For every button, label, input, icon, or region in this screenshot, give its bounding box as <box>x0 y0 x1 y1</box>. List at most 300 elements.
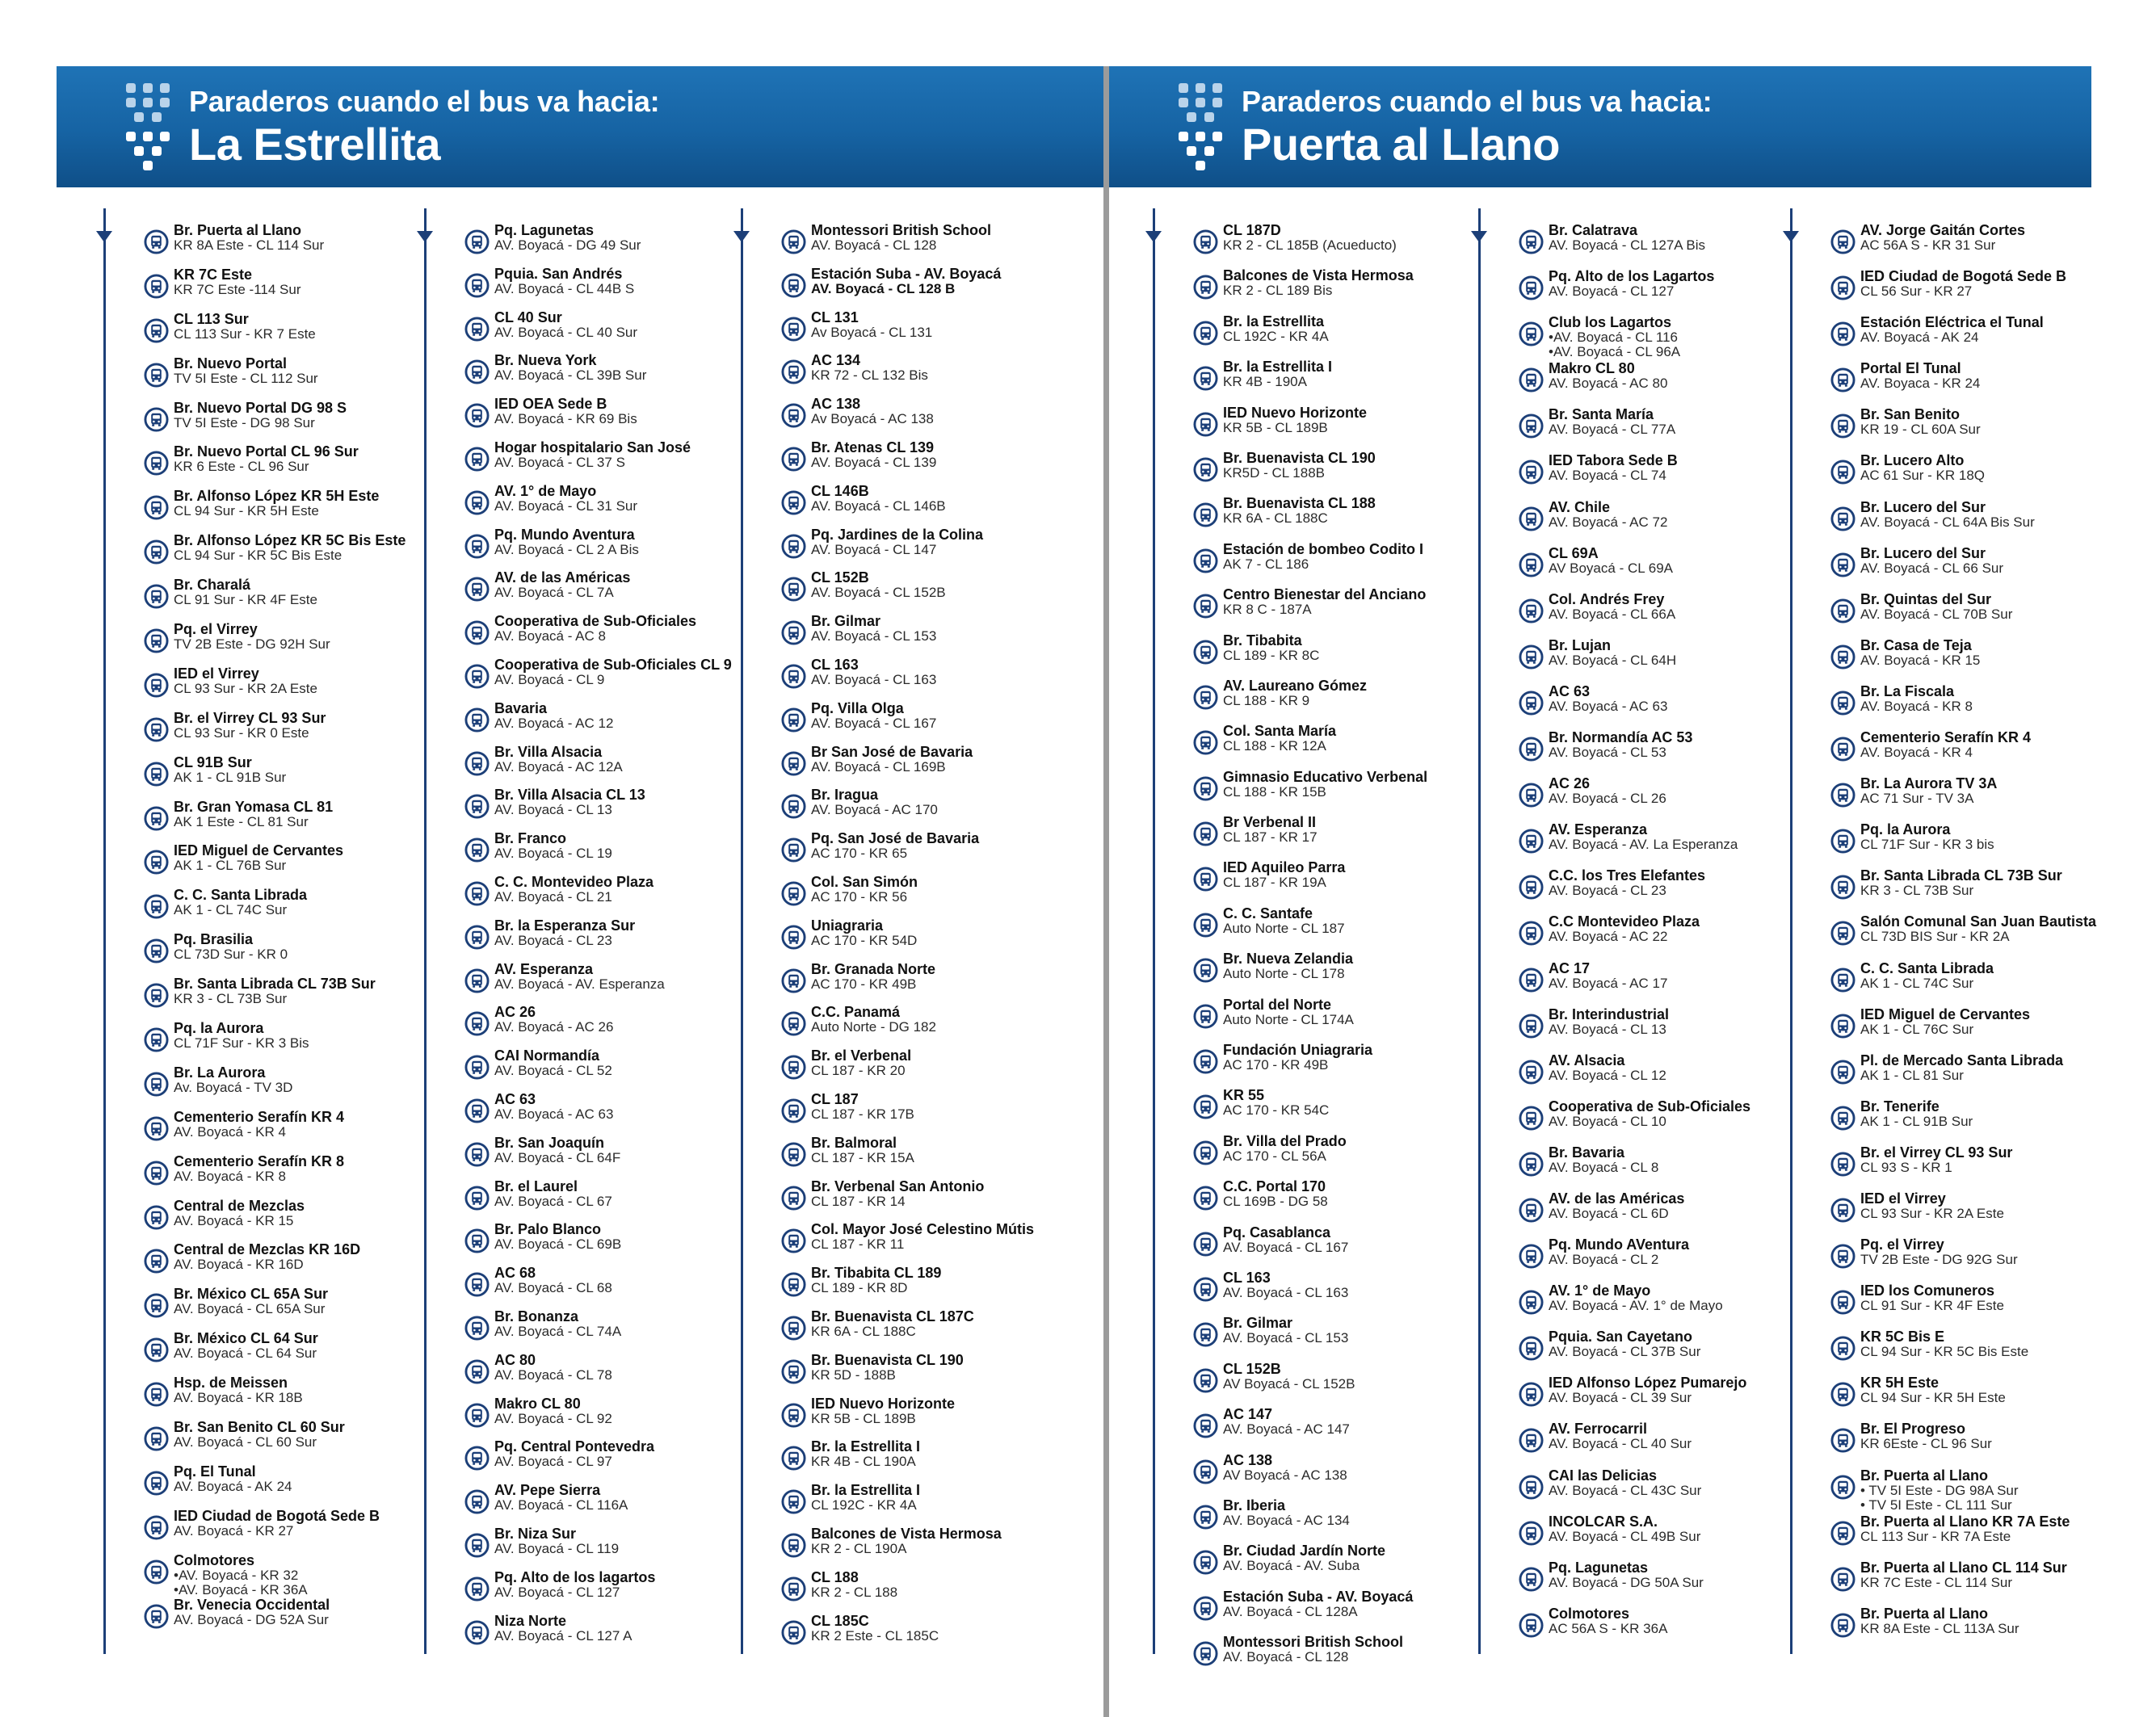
stop-address: KR 3 - CL 73B Sur <box>174 991 288 1007</box>
bus-stop-icon <box>1519 1152 1544 1177</box>
bus-stop-icon <box>144 1249 169 1274</box>
stop-address: AV. Boyacá - CL 66 Sur <box>1860 560 2004 576</box>
stop-address: KR 4B - 190A <box>1223 374 1307 390</box>
stop-address: AK 1 Este - CL 81 Sur <box>174 813 309 829</box>
stop-address: Auto Norte - CL 187 <box>1223 920 1345 936</box>
stop-name: AV. Esperanza <box>1549 821 1648 838</box>
stop-name: IED Nuevo Horizonte <box>811 1395 956 1412</box>
stop-name: AC 26 <box>1549 775 1591 792</box>
stop-item <box>1519 1145 1834 1191</box>
stop-name: Central de Mezclas KR 16D <box>174 1241 361 1258</box>
direction-arrow-icon <box>733 231 750 242</box>
bus-stop-icon <box>1519 1336 1544 1361</box>
stop-address: AV. Boyacá - CL 70B Sur <box>1860 606 2013 622</box>
stop-address: AV. Boyacá - CL 97 <box>494 1454 612 1470</box>
bus-stop-icon <box>1830 506 1856 531</box>
stop-item <box>464 745 780 788</box>
stop-name: Br. Verbenal San Antonio <box>811 1178 985 1194</box>
stop-name: Pq. la Aurora <box>1860 821 1951 838</box>
stop-item <box>1519 1237 1834 1283</box>
bus-stop-icon <box>1830 1014 1856 1039</box>
stop-name: AC 63 <box>1549 682 1591 699</box>
bus-stop-icon <box>464 1228 490 1253</box>
stop-address: AV. Boyacá - CL 21 <box>494 888 612 905</box>
bus-stop-icon <box>144 762 169 787</box>
stop-address: KR 5B - CL 189B <box>1223 419 1328 435</box>
stop-name: Hogar hospitalario San José <box>494 439 691 455</box>
stop-name: Br. Lucero del Sur <box>1860 498 1986 515</box>
bus-stop-icon <box>144 1604 169 1629</box>
stop-name: Br. Granada Norte <box>811 960 936 977</box>
stop-address: AV. Boyacá - AC 147 <box>1223 1421 1350 1438</box>
stop-address: AC 170 - KR 49B <box>1223 1057 1329 1073</box>
bus-stop-icon <box>1193 1413 1218 1438</box>
stop-item <box>1830 269 2145 315</box>
bus-stop-icon <box>144 673 169 698</box>
bus-stop-icon <box>1830 460 1856 485</box>
stop-address: AV. Boyacá - CL 128A <box>1223 1603 1358 1619</box>
stop-address: •AV. Boyacá - CL 116 <box>1549 330 1678 346</box>
stop-item <box>1193 860 1508 905</box>
stop-name: Br. Iragua <box>811 787 879 804</box>
bus-stop-icon <box>1519 875 1544 900</box>
bus-stop-icon <box>464 1576 490 1602</box>
stop-item <box>781 440 1096 484</box>
stop-item <box>1519 776 1834 822</box>
bus-stop-icon <box>781 490 806 515</box>
stop-item <box>1193 678 1508 724</box>
bus-stop-icon <box>144 1027 169 1052</box>
stop-name: Balcones de Vista Hermosa <box>811 1525 1002 1542</box>
stop-address: CL 188 - KR 12A <box>1223 738 1326 754</box>
bus-stop-icon <box>1193 366 1218 391</box>
stop-name: Montessori British School <box>811 222 992 238</box>
bus-stop-icon <box>144 1205 169 1230</box>
stop-name: Br. Bavaria <box>1549 1144 1625 1161</box>
stop-name: IED Ciudad de Bogotá Sede B <box>1860 268 2067 285</box>
bus-stop-icon <box>781 403 806 428</box>
stop-name: Pq. Central Pontevedra <box>494 1438 655 1455</box>
bus-stop-icon <box>1193 275 1218 300</box>
stop-item <box>144 267 459 312</box>
stop-name: CAI Normandía <box>494 1047 600 1064</box>
stop-address: KR 2 - CL 188 <box>811 1584 898 1600</box>
stop-address: AV. Boyacá - CL 37B Sur <box>1549 1344 1701 1360</box>
stop-name: Niza Norte <box>494 1612 567 1629</box>
bus-stop-icon <box>1193 1004 1218 1029</box>
stop-item <box>781 397 1096 440</box>
stop-item <box>781 1179 1096 1223</box>
stop-address: KR 2 Este - CL 185C <box>811 1627 939 1644</box>
stop-address: AV. Boyacá - CL 43C Sur <box>1549 1482 1702 1498</box>
stop-name: IED Ciudad de Bogotá Sede B <box>174 1507 380 1524</box>
stop-item <box>144 533 459 577</box>
stop-name: Bavaria <box>494 699 548 716</box>
stop-address: CL 56 Sur - KR 27 <box>1860 283 1973 300</box>
stop-item <box>144 666 459 711</box>
stop-name: Br. Buenavista CL 187C <box>811 1308 974 1324</box>
stop-address: AV. Boyacá - AV. 1° de Mayo <box>1549 1298 1723 1314</box>
bus-stop-icon <box>1519 921 1544 946</box>
stop-name: Br. San Joaquín <box>494 1134 605 1151</box>
bus-stop-icon <box>1830 229 1856 254</box>
bus-stop-icon <box>1193 1550 1218 1575</box>
stop-item <box>464 701 780 745</box>
stop-name: C. C. Santafe <box>1223 905 1313 921</box>
stop-name: KR 5C Bis E <box>1860 1329 1945 1345</box>
bus-stop-icon <box>1519 1290 1544 1315</box>
stop-name: AV. Chile <box>1549 498 1611 515</box>
stop-item <box>464 962 780 1005</box>
stop-address: AV. Boyacá - AC 134 <box>1223 1512 1350 1528</box>
stop-item <box>1830 546 2145 592</box>
stop-name: Br. Nuevo Portal DG 98 S <box>174 399 347 416</box>
bus-stop-icon <box>144 938 169 963</box>
stop-address: AK 1 - CL 91B Sur <box>1860 1113 1973 1129</box>
bus-stop-icon <box>464 1011 490 1036</box>
stop-name: Estación Suba - AV. Boyacá <box>1223 1588 1414 1605</box>
bus-stop-icon <box>781 577 806 602</box>
stop-address: AV. Boyacá - CL 128 <box>1223 1649 1349 1665</box>
bus-stop-icon <box>1519 1475 1544 1500</box>
route-line <box>1478 208 1481 1654</box>
stop-name: Br. México CL 65A Sur <box>174 1286 329 1303</box>
stop-item <box>464 310 780 354</box>
bus-stop-icon <box>144 1560 169 1585</box>
transmilenio-logo-icon <box>124 82 171 172</box>
stop-item <box>464 353 780 397</box>
direction-arrow-icon <box>1783 231 1799 242</box>
stop-name: Br. Alfonso López KR 5H Este <box>174 488 380 505</box>
bus-stop-icon <box>1193 685 1218 710</box>
stop-item <box>781 1005 1096 1048</box>
stop-name: AC 138 <box>1223 1451 1273 1468</box>
stop-item <box>1193 1635 1508 1680</box>
stop-name: CL 185C <box>811 1612 869 1629</box>
stop-name: Br. Lucero del Sur <box>1860 544 1986 561</box>
stop-name: AV. de las Américas <box>494 569 631 586</box>
stop-address: • TV 5I Este - CL 111 Sur <box>1860 1497 2012 1513</box>
bus-stop-icon <box>1519 1567 1544 1592</box>
stop-item <box>144 223 459 267</box>
stop-name: Br. Lucero Alto <box>1860 452 1965 469</box>
bus-stop-icon <box>464 359 490 384</box>
stop-item <box>1830 1606 2145 1652</box>
stop-name: Cooperativa de Sub-Oficiales CL 9 <box>494 656 732 673</box>
stop-address: TV 5I Este - DG 98 Sur <box>174 414 315 430</box>
stop-name: Br. Interindustrial <box>1549 1005 1670 1022</box>
stop-name: Makro CL 80 <box>1549 360 1635 377</box>
bus-stop-icon <box>144 1426 169 1451</box>
bus-stop-icon <box>1830 414 1856 439</box>
stop-item <box>464 1092 780 1136</box>
stop-name: CL 131 <box>811 309 859 325</box>
stop-name: Pq. Casablanca <box>1223 1224 1331 1241</box>
stop-address: AV. Boyacá - CL 60 Sur <box>174 1434 317 1450</box>
bus-stop-icon <box>1830 1613 1856 1638</box>
stop-name: KR 5H Este <box>1860 1375 1940 1392</box>
stop-item <box>781 1483 1096 1526</box>
route-line <box>1153 208 1155 1654</box>
stop-item <box>464 1136 780 1179</box>
stop-address: AV. Boyacá - CL 19 <box>494 846 612 862</box>
stop-address: CL 71F Sur - KR 3 bis <box>1860 837 1994 853</box>
stop-item <box>781 570 1096 614</box>
stop-item <box>781 657 1096 701</box>
header-banner-la-estrellita <box>57 66 1103 187</box>
bus-stop-icon <box>1193 1140 1218 1165</box>
stop-name: Br. Tibabita <box>1223 632 1302 649</box>
stop-item <box>1830 453 2145 499</box>
stop-item <box>1193 633 1508 678</box>
bus-stop-icon <box>144 584 169 609</box>
stop-item <box>1519 1329 1834 1375</box>
stop-item <box>144 755 459 800</box>
stop-address: AV Boyacá - CL 152B <box>1223 1375 1355 1392</box>
route-line <box>424 208 427 1654</box>
stop-item <box>144 800 459 844</box>
stop-item <box>1193 1225 1508 1270</box>
stop-name: Br. la Estrellita <box>1223 313 1325 330</box>
stop-address: AV. Boyacá - CL 2 A Bis <box>494 541 639 557</box>
stop-name: Cementerio Serafín KR 4 <box>1860 729 2032 746</box>
bus-stop-icon <box>781 794 806 819</box>
bus-stop-icon <box>1830 1290 1856 1315</box>
stop-item <box>1519 592 1834 638</box>
bus-stop-icon <box>1193 913 1218 938</box>
bus-stop-icon <box>781 1055 806 1080</box>
stop-item <box>781 875 1096 918</box>
stop-name: Cooperativa de Sub-Oficiales <box>494 613 697 630</box>
stop-name: Br. Nuevo Portal <box>174 355 288 372</box>
bus-stop-icon <box>1830 1336 1856 1361</box>
stop-address: KR 2 - CL 185B (Acueducto) <box>1223 237 1397 253</box>
bus-stop-icon <box>144 1293 169 1318</box>
bus-stop-icon <box>781 707 806 733</box>
stop-address: AV. Boyacá - CL 77A <box>1549 422 1676 438</box>
stop-address: AV. Boyacá - CL 127 <box>1549 283 1675 300</box>
bus-stop-icon <box>1830 1152 1856 1177</box>
stop-address: KR 8A Este - CL 113A Sur <box>1860 1620 2019 1636</box>
stop-address: AC 170 - KR 54C <box>1223 1102 1330 1119</box>
stop-item <box>144 1464 459 1509</box>
stop-item <box>781 1526 1096 1570</box>
bus-stop-icon <box>144 717 169 742</box>
stop-name: CL 187 <box>811 1090 859 1107</box>
stop-address: CL 113 Sur - KR 7 Este <box>174 325 316 342</box>
stop-item <box>464 440 780 484</box>
stop-name: Estación Eléctrica el Tunal <box>1860 314 2044 331</box>
bus-stop-icon <box>781 1533 806 1558</box>
stop-name: Fundación Uniagraria <box>1223 1042 1373 1059</box>
stop-address: AV. Boyacá - CL 53 <box>1549 745 1666 761</box>
bus-stop-icon <box>144 806 169 831</box>
stop-address: AC 170 - CL 56A <box>1223 1148 1326 1164</box>
bus-stop-icon <box>144 229 169 254</box>
bus-stop-icon <box>144 274 169 299</box>
stop-item <box>781 614 1096 657</box>
stop-address: AV. Boyacá - AC 8 <box>494 628 606 644</box>
stop-item <box>464 527 780 571</box>
stop-address: CL 187 - KR 17 <box>1223 829 1318 846</box>
stop-item <box>1193 1453 1508 1498</box>
stop-name: CAI las Delicias <box>1549 1467 1658 1484</box>
stop-address: AV. Boyacá - KR 8 <box>174 1168 286 1184</box>
bus-stop-icon <box>1830 1244 1856 1269</box>
stop-name: CL 163 <box>811 656 859 673</box>
stop-name: Central de Mezclas <box>174 1197 305 1214</box>
stop-item <box>144 312 459 356</box>
banner-destination: Puerta al Llano <box>1242 119 1560 170</box>
stop-name: AC 80 <box>494 1351 536 1368</box>
bus-stop-icon <box>464 664 490 689</box>
bus-stop-icon <box>464 1316 490 1341</box>
stop-name: Br. Puerta al Llano <box>1860 1605 1989 1622</box>
bus-stop-icon <box>1830 1198 1856 1223</box>
stop-address: KR 6A - CL 188C <box>811 1323 916 1339</box>
stop-name: Br. San Benito <box>1860 406 1961 423</box>
stop-name: Br. Quintas del Sur <box>1860 590 1992 607</box>
stop-item <box>144 1199 459 1243</box>
stop-item <box>1830 961 2145 1007</box>
stop-name: Br. Santa María <box>1549 406 1654 423</box>
stop-address: KR 4B - CL 190A <box>811 1454 916 1470</box>
bus-stop-icon <box>144 894 169 919</box>
stop-item <box>464 875 780 918</box>
stop-address: •AV. Boyacá - KR 32 <box>174 1567 299 1583</box>
stop-address: CL 94 Sur - KR 5H Este <box>1860 1390 2006 1406</box>
bus-stop-icon <box>781 1186 806 1211</box>
stop-item <box>464 570 780 614</box>
stop-address: AV. Boyacá - CL 127 A <box>494 1627 633 1644</box>
stop-name: AC 63 <box>494 1090 536 1107</box>
bus-stop-icon <box>144 363 169 388</box>
bus-stop-icon <box>1519 275 1544 300</box>
stop-address: AV. Boyacá - AK 24 <box>1860 330 1979 346</box>
stop-address: AV. Boyacá - KR 15 <box>1860 652 1981 668</box>
stop-address: KR 6Este - CL 96 Sur <box>1860 1436 1992 1452</box>
stop-name: Pq. Mundo AVentura <box>1549 1236 1689 1253</box>
stop-name: Br. Puerta al Llano KR 7A Este <box>1860 1513 2070 1530</box>
stop-item <box>1830 1283 2145 1329</box>
stop-item <box>144 1553 459 1597</box>
bus-stop-icon <box>144 850 169 875</box>
stop-name: Br. Gilmar <box>1223 1315 1293 1332</box>
stop-address: CL 192C - KR 4A <box>1223 328 1329 344</box>
route-line <box>1790 208 1792 1654</box>
bus-stop-icon <box>464 577 490 602</box>
stop-address: CL 93 Sur - KR 2A Este <box>1860 1205 2004 1221</box>
stop-name: Br. Nuevo Portal CL 96 Sur <box>174 443 359 460</box>
stop-name: Br. Franco <box>494 830 567 847</box>
stop-address: AC 56A S - KR 31 Sur <box>1860 237 1996 253</box>
stop-name: Br. Niza Sur <box>494 1525 577 1542</box>
stop-item <box>144 1597 459 1642</box>
bus-stop-icon <box>1519 1382 1544 1407</box>
stop-item <box>781 1570 1096 1614</box>
stop-address: CL 94 Sur - KR 5C Bis Este <box>174 548 343 564</box>
stop-address: AV. Boyacá - CL 78 <box>494 1366 612 1383</box>
stop-name: C.C. Portal 170 <box>1223 1178 1326 1195</box>
stop-item <box>1193 268 1508 313</box>
bus-stop-icon <box>464 1533 490 1558</box>
bus-stop-icon <box>1193 776 1218 801</box>
bus-stop-icon <box>144 1161 169 1186</box>
bus-stop-icon <box>781 317 806 342</box>
stop-item <box>144 1287 459 1331</box>
stop-item <box>1519 500 1834 546</box>
bus-stop-icon <box>781 1228 806 1253</box>
bus-stop-icon <box>781 751 806 776</box>
bus-stop-icon <box>1193 412 1218 437</box>
stop-address: AC 170 - KR 49B <box>811 976 917 992</box>
stop-item <box>1519 1514 1834 1560</box>
stop-address: AV. Boyacá - CL 153 <box>811 628 937 644</box>
stop-address: AV. Boyacá - KR 4 <box>1860 745 1973 761</box>
stop-item <box>1193 997 1508 1043</box>
stop-item <box>1519 1468 1834 1514</box>
stop-name: Col. Andrés Frey <box>1549 590 1665 607</box>
stop-address: CL 93 Sur - KR 0 Este <box>174 724 309 741</box>
bus-stop-icon <box>464 751 490 776</box>
bus-stop-icon <box>464 534 490 559</box>
stops-column-right-3 <box>1790 208 2145 1654</box>
bus-stop-icon <box>464 1186 490 1211</box>
stop-name: Br. El Progreso <box>1860 1421 1966 1438</box>
stop-item <box>464 1439 780 1483</box>
stop-address: AV. Boyacá - CL 64H <box>1549 652 1677 668</box>
stop-item <box>781 267 1096 310</box>
stop-item <box>1830 315 2145 361</box>
stop-name: Br. Puerta al Llano <box>1860 1467 1989 1484</box>
stop-address: AV. Boyacá - KR 8 <box>1860 698 1973 714</box>
stop-address: AV. Boyacá - CL 26 <box>1549 791 1666 807</box>
stop-address: CL 93 Sur - KR 2A Este <box>174 680 317 696</box>
bus-stop-icon <box>464 1403 490 1428</box>
stop-name: Pq. Lagunetas <box>494 222 595 238</box>
stop-address: AV. Boyacá - CL 52 <box>494 1063 612 1079</box>
stop-name: IED Miguel de Cervantes <box>1860 1005 2031 1022</box>
stop-item <box>781 745 1096 788</box>
stop-address: Av Boyacá - CL 131 <box>811 324 933 340</box>
bus-stop-icon <box>781 1142 806 1167</box>
bus-stop-icon <box>1830 275 1856 300</box>
bus-stop-icon <box>1193 229 1218 254</box>
stop-address: CL 187 - KR 11 <box>811 1236 905 1253</box>
stop-item <box>1519 638 1834 684</box>
stop-address: AV. Boyacá - CL 152B <box>811 585 946 601</box>
bus-stop-icon <box>464 1620 490 1645</box>
bus-stop-icon <box>144 407 169 432</box>
stop-item <box>1193 587 1508 632</box>
stop-address: AV. Boyacá - CL 64 Sur <box>174 1345 317 1362</box>
stop-name: INCOLCAR S.A. <box>1549 1513 1658 1530</box>
bus-stop-icon <box>1830 367 1856 393</box>
stop-item <box>464 1266 780 1309</box>
stop-item <box>1519 961 1834 1007</box>
transmilenio-logo-icon <box>1177 82 1224 172</box>
stop-name: IED Alfonso López Pumarejo <box>1549 1375 1747 1392</box>
stop-name: Br. Nueva York <box>494 352 597 369</box>
stop-name: Pq. Alto de los Lagartos <box>1549 268 1715 285</box>
stop-address: KR 2 - CL 190A <box>811 1540 907 1556</box>
stop-name: Cementerio Serafín KR 4 <box>174 1108 345 1125</box>
stop-address: CL 187 - KR 15A <box>811 1149 914 1165</box>
stop-name: Pq. Villa Olga <box>811 699 904 716</box>
stop-address: • TV 5I Este - DG 98A Sur <box>1860 1482 2019 1498</box>
stop-address: AV. Boyacá - AC 26 <box>494 1019 614 1035</box>
stop-name: Br. Buenavista CL 190 <box>811 1351 964 1368</box>
